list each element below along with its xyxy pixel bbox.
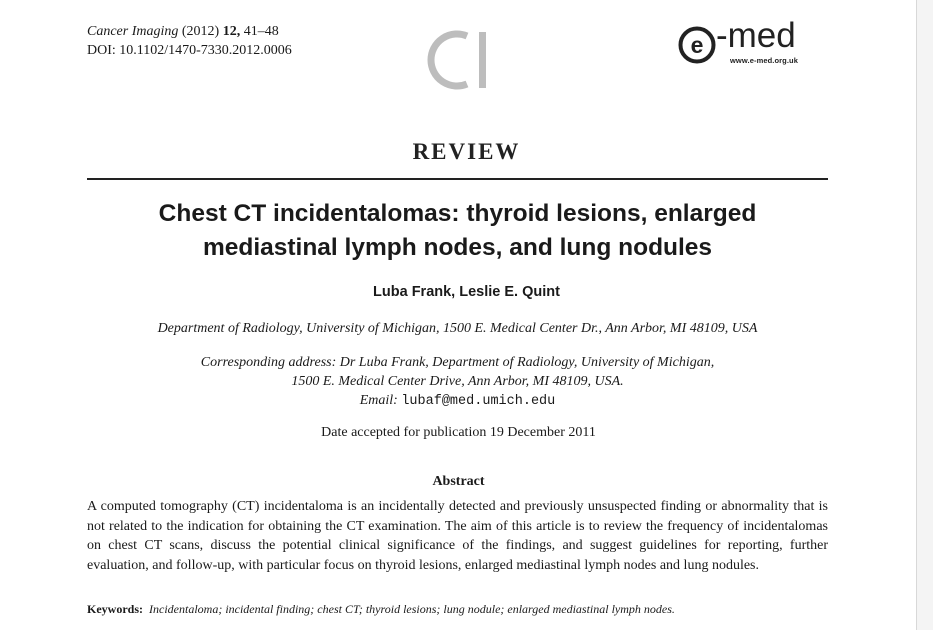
publisher-name: -med [716, 16, 796, 55]
title-line: mediastinal lymph nodes, and lung nodules [202, 234, 713, 261]
citation-volume: 12, [222, 24, 241, 39]
abstract-heading: Abstract [432, 474, 485, 489]
article-title [87, 197, 828, 265]
citation-year: (2012) [178, 24, 223, 39]
affiliation: Department of Radiology, University of Michigan, 1500 E. Medical Center Dr., Ann Arbor, MI 48109, USA [157, 321, 758, 336]
abstract-text: A computed tomography (CT) incidentaloma is an incidentally detected and previously unsuspected finding or abnormality that is not related to the indication for obtaining the CT examination. The aim of this article is to review the frequency of incidentalomas on chest CT scans, discuss the potential clinical significance of the findings, and suggest guidelines for reporting, further evaluation, and follow-up, with particular focus on thyroid lesions, enlarged mediastinal lymph nodes and lung nodules. [87, 499, 828, 573]
correspondence-line: 1500 E. Medical Center Drive, Ann Arbor, MI 48109, USA. [291, 374, 624, 389]
email-link[interactable]: lubaf@med.umich.edu [401, 394, 556, 409]
keywords-list: Incidentaloma; incidental finding; chest CT; thyroid lesions; lung nodule; enlarged mediastinal lymph nodes. [149, 602, 675, 616]
citation [87, 22, 292, 60]
publisher-url: www.e-med.org.uk [730, 56, 798, 65]
title-line: Chest CT incidentalomas: thyroid lesions, enlarged [158, 200, 757, 227]
authors: Luba Frank, Leslie E. Quint [373, 284, 560, 300]
ci-logo-icon [423, 26, 493, 92]
date-accepted: Date accepted for publication 19 December 2011 [321, 425, 596, 440]
article-type: REVIEW [412, 139, 521, 164]
e-circle-icon [678, 26, 716, 64]
journal-name: Cancer Imaging [87, 24, 179, 39]
header-divider [87, 178, 828, 180]
svg-text:e: e [690, 32, 704, 58]
keywords [87, 602, 847, 617]
journal-logo [423, 26, 493, 92]
correspondence [87, 353, 828, 411]
publisher-logo [678, 16, 828, 68]
keywords-label: Keywords: [87, 602, 143, 616]
correspondence-line: Corresponding address: Dr Luba Frank, Department of Radiology, University of Michigan, [200, 355, 715, 370]
doi: DOI: 10.1102/1470-7330.2012.0006 [87, 43, 292, 58]
citation-pages: 41–48 [240, 24, 279, 39]
email-line [87, 391, 828, 411]
email-label: Email: [359, 393, 398, 408]
citation-line [87, 22, 292, 41]
scrollbar[interactable] [916, 0, 933, 630]
